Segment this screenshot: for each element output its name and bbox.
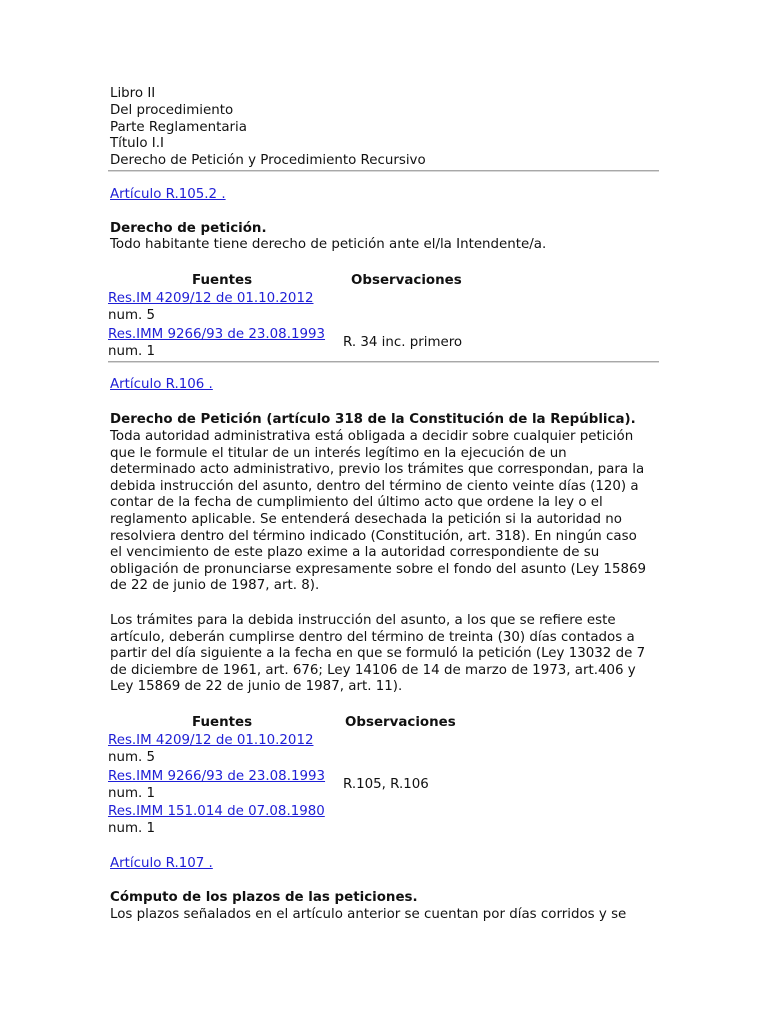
article-body: Todo habitante tiene derecho de petición ante el/la Intendente/a. (110, 237, 547, 252)
source-num: num. 1 (108, 786, 156, 801)
observations-value: R. 34 inc. primero (343, 335, 463, 350)
body-line: artículo, deberán cumplirse dentro del término de treinta (30) días contados a (110, 629, 635, 645)
source-link[interactable]: Res.IM 4209/12 de 01.10.2012 (108, 733, 314, 748)
article-body (110, 613, 670, 696)
sources-header: Fuentes (192, 715, 253, 730)
observations-header: Observaciones (351, 273, 462, 288)
source-num: num. 1 (108, 821, 156, 836)
body-line: partir del día siguiente a la fecha en que se formuló la petición (Ley 13032 de 7 (110, 646, 646, 662)
article-link[interactable]: Artículo R.106 . (110, 377, 213, 392)
source-num: num. 5 (108, 308, 156, 323)
body-line: contar de la fecha de cumplimiento del último acto que ordene la ley o el (110, 495, 603, 511)
body-line: determinado acto administrativo, previo los trámites que correspondan, para la (110, 462, 645, 478)
body-line: obligación de pronunciarse expresamente sobre el fondo del asunto (Ley 15869 (110, 561, 647, 577)
body-line: resolviera dentro del término indicado (Constitución, art. 318). En ningún caso (110, 528, 637, 544)
observations-header: Observaciones (345, 715, 456, 730)
body-line: de diciembre de 1961, art. 676; Ley 14106 de 14 de marzo de 1973, art.406 y (110, 662, 636, 678)
header-line: Parte Reglamentaria (110, 120, 247, 135)
source-link[interactable]: Res.IMM 9266/93 de 23.08.1993 (108, 327, 326, 342)
article-heading: Derecho de Petición (artículo 318 de la Constitución de la República). (110, 412, 636, 427)
observations-value: R.105, R.106 (343, 777, 429, 792)
article-link[interactable]: Artículo R.107 . (110, 856, 213, 871)
body-line: el vencimiento de este plazo exime a la autoridad correspondiente de su (110, 545, 600, 561)
body-line: de 22 de junio de 1987, art. 8). (110, 578, 320, 594)
header-line: Título I.I (110, 136, 164, 151)
source-num: num. 1 (108, 344, 156, 359)
header-line: Derecho de Petición y Procedimiento Recursivo (110, 153, 426, 168)
article-link[interactable]: Artículo R.105.2 . (110, 187, 226, 202)
article-heading: Cómputo de los plazos de las peticiones. (110, 890, 418, 905)
body-line: Los trámites para la debida instrucción del asunto, a los que se refiere este (110, 613, 616, 628)
source-link[interactable]: Res.IM 4209/12 de 01.10.2012 (108, 291, 314, 306)
article-heading: Derecho de petición. (110, 221, 267, 236)
source-link[interactable]: Res.IMM 151.014 de 07.08.1980 (108, 804, 325, 819)
body-line: que le formule el titular de un interés legítimo en la ejecución de un (110, 445, 567, 461)
source-link[interactable]: Res.IMM 9266/93 de 23.08.1993 (108, 769, 326, 784)
divider (108, 361, 659, 363)
article-body: Los plazos señalados en el artículo anterior se cuentan por días corridos y se (110, 907, 627, 922)
sources-header: Fuentes (192, 273, 253, 288)
header-line: Del procedimiento (110, 103, 234, 118)
divider (108, 170, 659, 172)
header-line: Libro II (110, 86, 156, 101)
body-line: debida instrucción del asunto, dentro del término de ciento veinte días (120) a (110, 478, 639, 494)
body-line: Toda autoridad administrativa está obligada a decidir sobre cualquier petición (110, 429, 634, 444)
body-line: reglamento aplicable. Se entenderá desechada la petición si la autoridad no (110, 511, 622, 527)
body-line: Ley 15869 de 22 de junio de 1987, art. 11). (110, 679, 403, 695)
source-num: num. 5 (108, 750, 156, 765)
article-body (110, 429, 670, 595)
